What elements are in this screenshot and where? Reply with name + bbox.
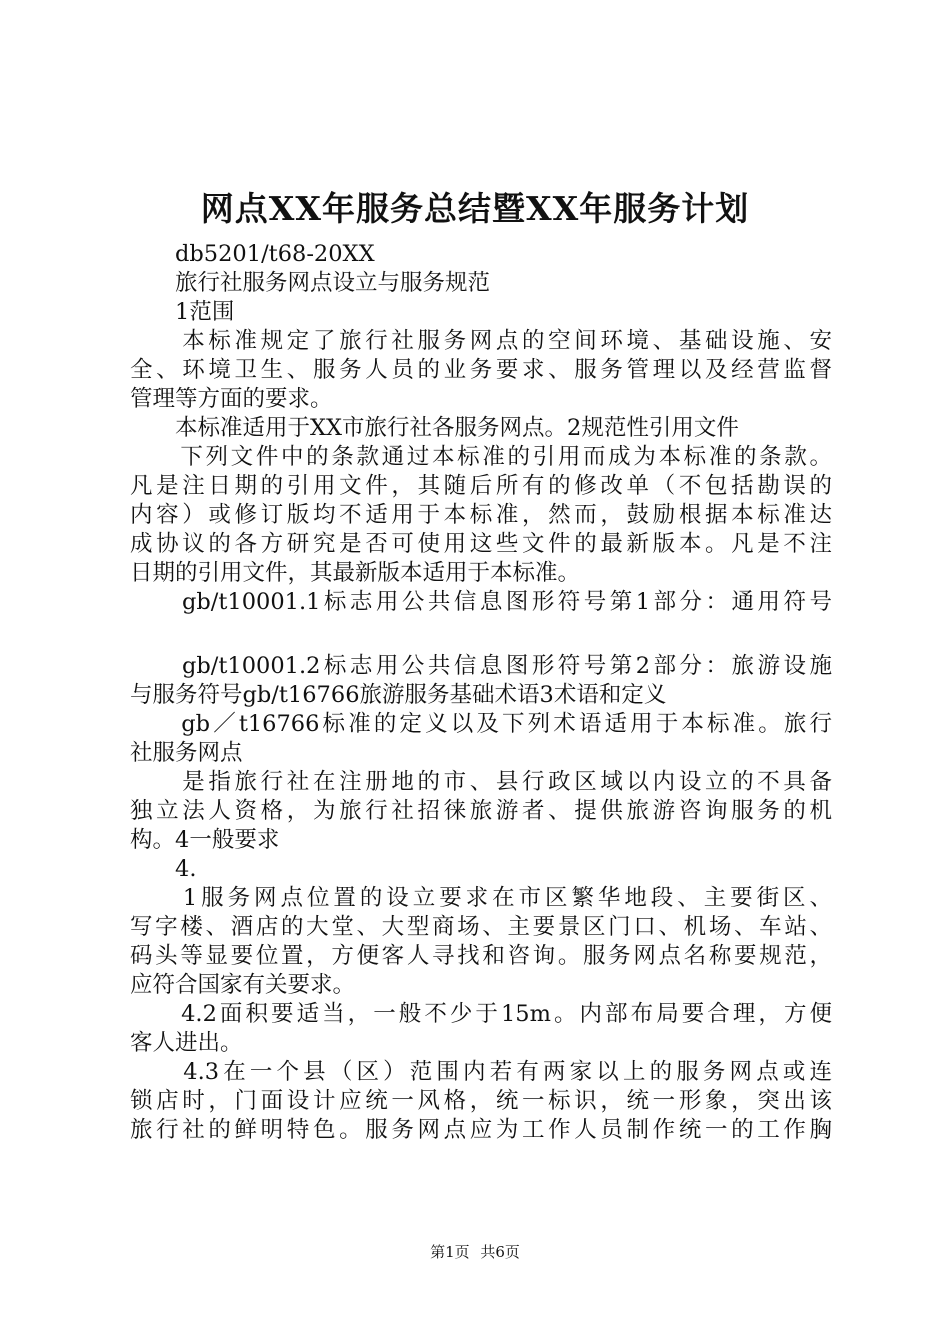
body-line: 社服务网点: [130, 740, 243, 766]
body-line: 应符合国家有关要求。: [130, 972, 356, 998]
body-line: 日期的引用文件，其最新版本适用于本标准。: [130, 560, 581, 586]
body-line: 本标准规定了旅行社服务网点的空间环境、基础设施、安: [130, 328, 832, 354]
body-line: 本标准适用于XX市旅行社各服务网点。2规范性引用文件: [130, 415, 739, 441]
blank-line: [130, 617, 832, 652]
document-title: 网点XX年服务总结暨XX年服务计划: [200, 189, 750, 228]
body-line: 内容）或修订版均不适用于本标准，然而，鼓励根据本标准达: [130, 502, 832, 528]
body-line: 独立法人资格，为旅行社招徕旅游者、提供旅游咨询服务的机: [130, 798, 832, 824]
body-line: 全、环境卫生、服务人员的业务要求、服务管理以及经营监督: [130, 357, 832, 383]
body-line: 构。4一般要求: [130, 827, 280, 853]
body-line: 锁店时，门面设计应统一风格，统一标识，统一形象，突出该: [130, 1088, 832, 1114]
body-line: 4.2面积要适当，一般不少于15m。内部布局要合理，方便: [130, 1001, 832, 1027]
body-line: 4.3在一个县（区）范围内若有两家以上的服务网点或连: [130, 1059, 832, 1085]
body-line: 旅行社服务网点设立与服务规范: [130, 270, 491, 296]
body-line: 1服务网点位置的设立要求在市区繁华地段、主要街区、: [130, 885, 832, 911]
body-line: 码头等显要位置，方便客人寻找和咨询。服务网点名称要规范，: [130, 943, 832, 969]
body-line: 成协议的各方研究是否可使用这些文件的最新版本。凡是不注: [130, 531, 832, 557]
body-line: gb/t10001.1标志用公共信息图形符号第1部分：通用符号: [130, 589, 832, 615]
body-line: 4.: [130, 856, 197, 882]
body-line: 管理等方面的要求。: [130, 386, 333, 412]
body-line: db5201/t68-20XX: [130, 241, 375, 267]
body-line: 是指旅行社在注册地的市、县行政区域以内设立的不具备: [130, 769, 832, 795]
body-line: gb／t16766标准的定义以及下列术语适用于本标准。旅行: [130, 711, 832, 737]
body-line: 1范围: [130, 299, 235, 325]
body-line: 客人进出。: [130, 1030, 243, 1056]
body-line: 写字楼、酒店的大堂、大型商场、主要景区门口、机场、车站、: [130, 914, 832, 940]
body-line: 旅行社的鲜明特色。服务网点应为工作人员制作统一的工作胸: [130, 1117, 832, 1143]
document-body: [130, 240, 832, 1145]
body-line: gb/t10001.2标志用公共信息图形符号第2部分：旅游设施: [130, 653, 832, 679]
body-line: 下列文件中的条款通过本标准的引用而成为本标准的条款。: [130, 444, 832, 470]
page-footer: 第1页 共6页: [430, 1243, 520, 1261]
body-line: 与服务符号gb/t16766旅游服务基础术语3术语和定义: [130, 682, 667, 708]
body-line: 凡是注日期的引用文件，其随后所有的修改单（不包括勘误的: [130, 473, 832, 499]
